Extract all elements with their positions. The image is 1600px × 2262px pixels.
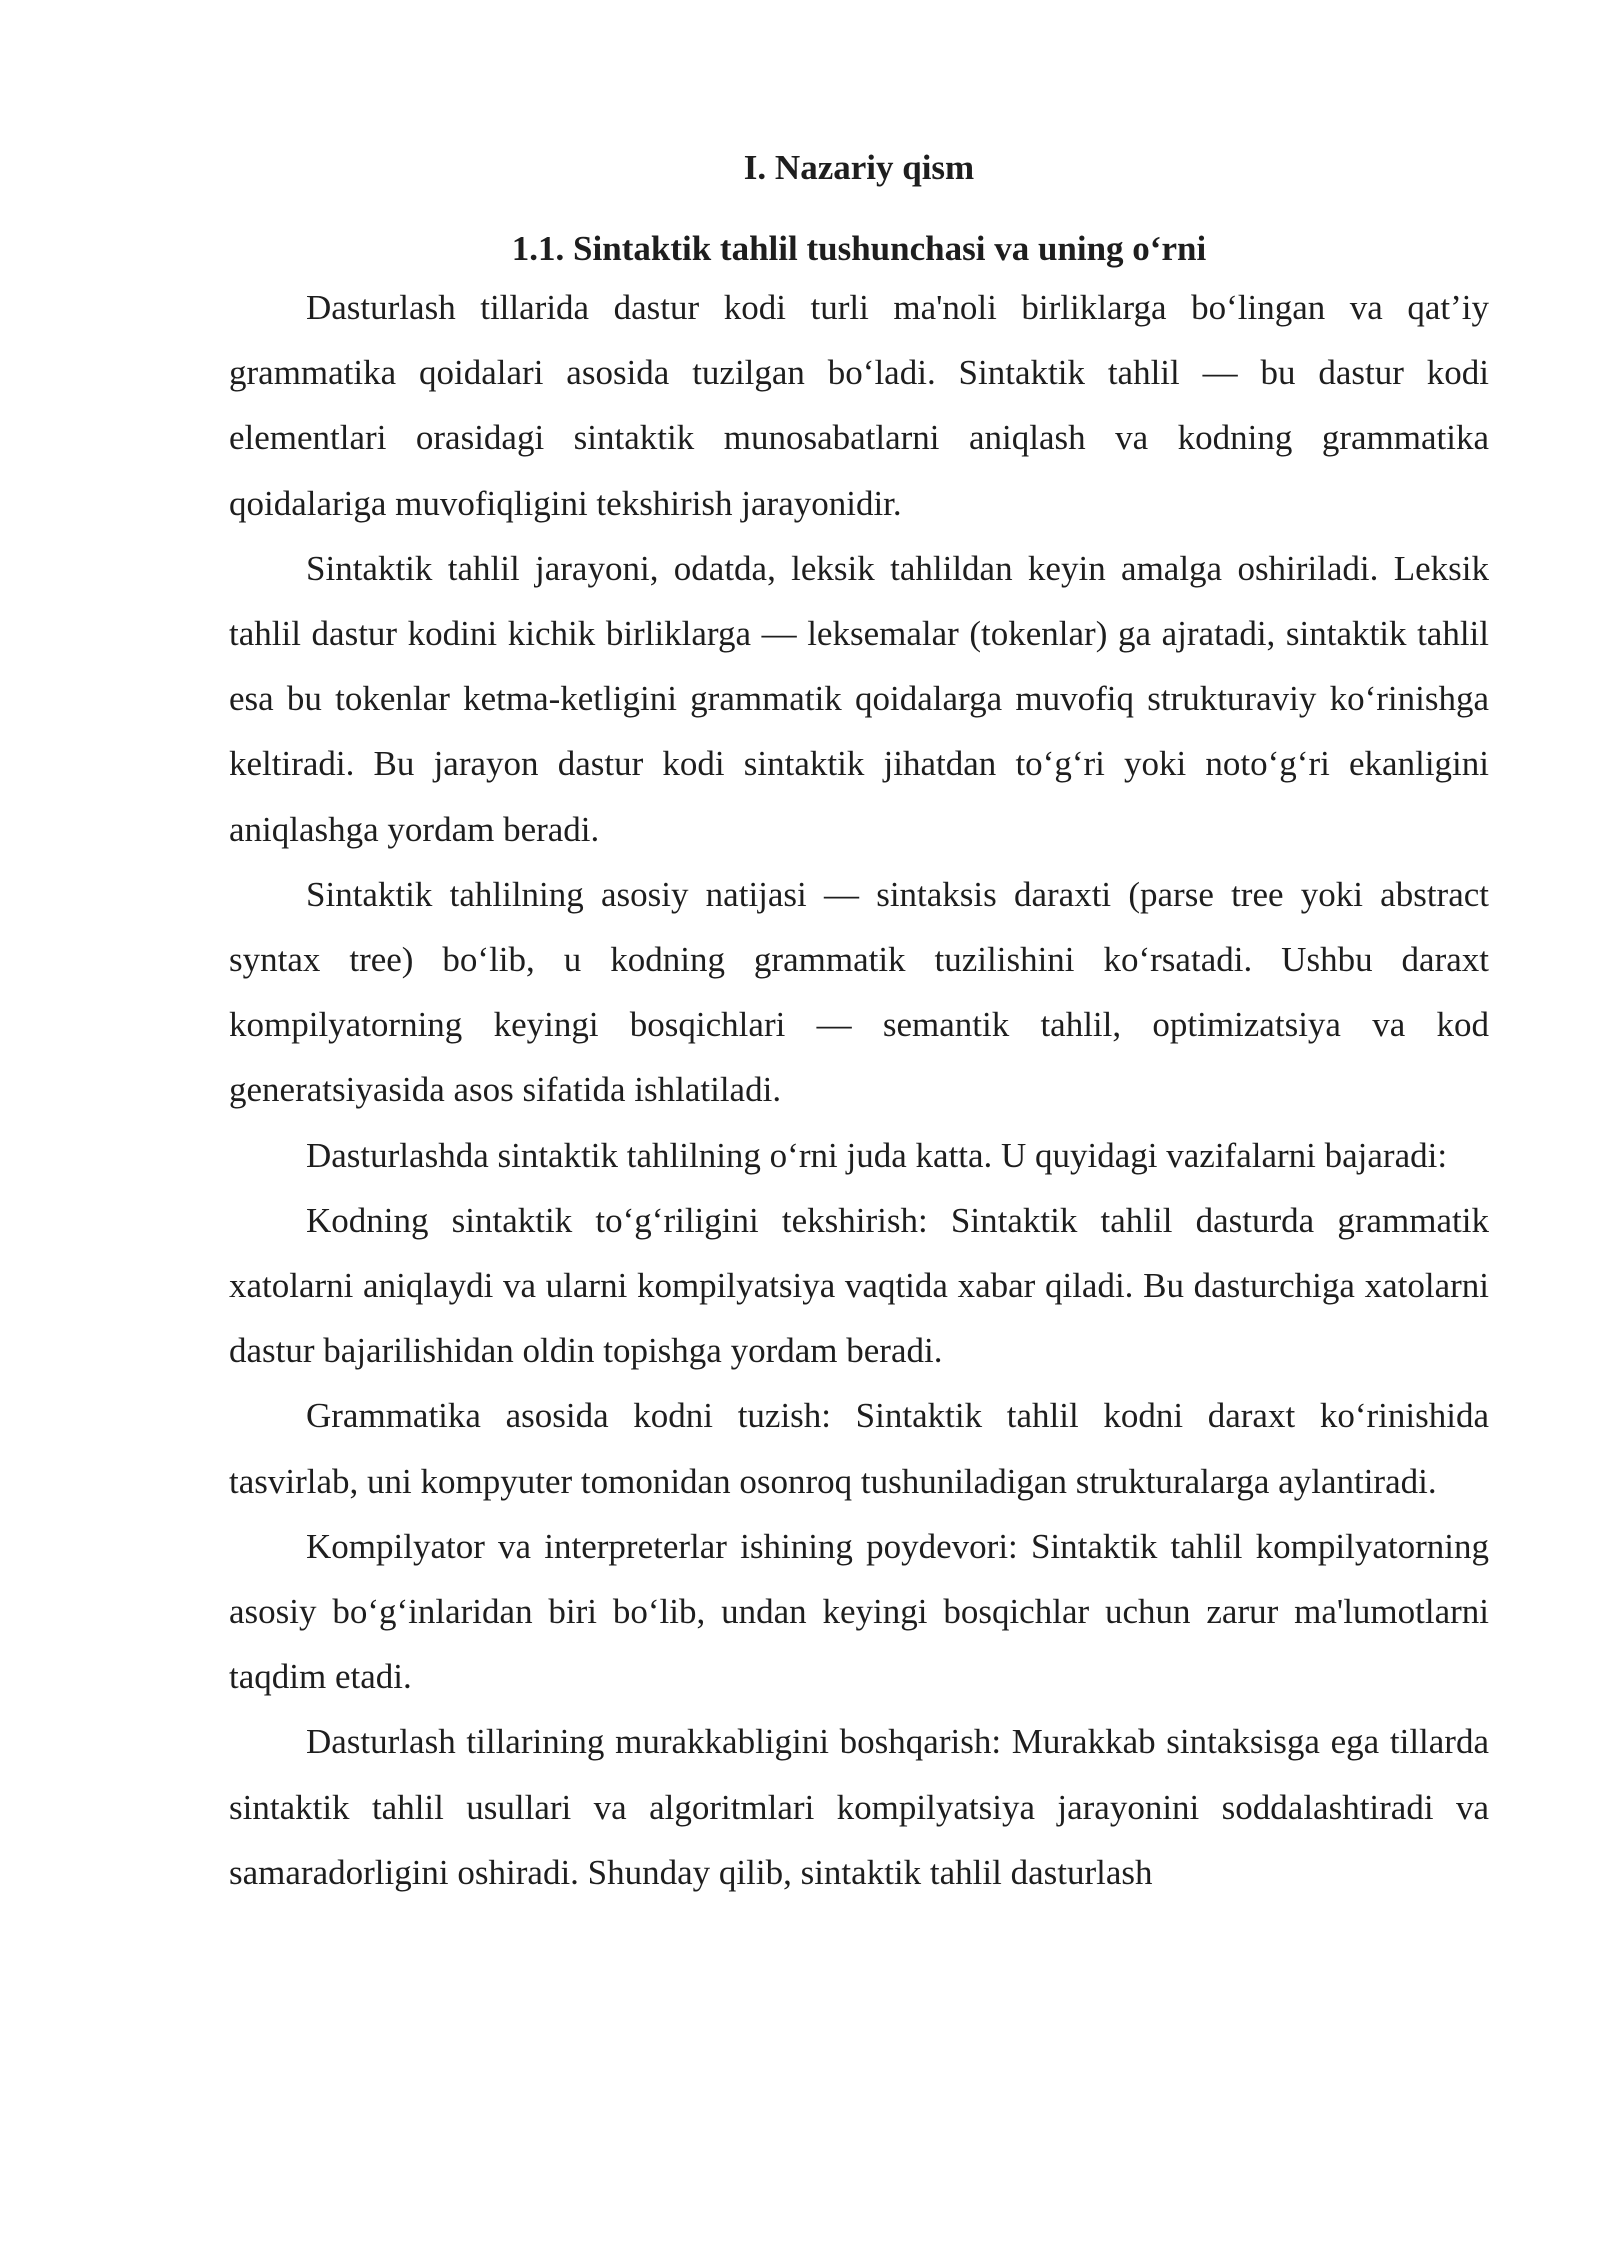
part-heading: I. Nazariy qism	[743, 148, 975, 187]
paragraph-grammar-structure: Grammatika asosida kodni tuzish: Sintaktik tahlil kodni daraxt ko‘rinishida tasvirlab, uni kompyuter tomonidan osonroq tushuniladigan strukturalarga aylantiradi.	[229, 1396, 1489, 1501]
document-page	[229, 148, 1489, 1905]
section-heading: 1.1. Sintaktik tahlil tushunchasi va uning o‘rni	[511, 229, 1207, 268]
paragraph-process: Sintaktik tahlil jarayoni, odatda, leksik tahlildan keyin amalga oshiriladi. Leksik tahlil dastur kodini kichik birliklarga — leksemalar (tokenlar) ga ajratadi, sintaktik tahlil esa bu tokenlar ketma-ketligini grammatik qoidalarga muvofiq strukturaviy ko‘rinishga keltiradi. Bu jarayon dastur kodi sintaktik jihatdan to‘g‘ri yoki noto‘g‘ri ekanligini aniqlashga yordam beradi.	[229, 548, 1489, 849]
paragraph-complexity: Dasturlash tillarining murakkabligini boshqarish: Murakkab sintaksisga ega tillarda sintaktik tahlil usullari va algoritmlari kompilyatsiya jarayonini soddalashtiradi va samaradorligini oshiradi. Shunday qilib, sintaktik tahlil dasturlash	[229, 1722, 1489, 1892]
paragraph-definition: Dasturlash tillarida dastur kodi turli ma'noli birliklarga bo‘lingan va qat’iy grammatika qoidalari asosida tuzilgan bo‘ladi. Sintaktik tahlil — bu dastur kodi elementlari orasidagi sintaktik munosabatlarni aniqlash va kodning grammatika qoidalariga muvofiqligini tekshirish jarayonidir.	[229, 288, 1489, 523]
paragraph-result: Sintaktik tahlilning asosiy natijasi — sintaksis daraxti (parse tree yoki abstract syntax tree) bo‘lib, u kodning grammatik tuzilishini ko‘rsatadi. Ushbu daraxt kompilyatorning keyingi bosqichlari — semantik tahlil, optimizatsiya va kod generatsiyasida asos sifatida ishlatiladi.	[229, 874, 1489, 1110]
paragraph-role: Dasturlashda sintaktik tahlilning o‘rni juda katta. U quyidagi vazifalarni bajaradi:	[306, 1135, 1448, 1175]
paragraph-compiler-foundation: Kompilyator va interpreterlar ishining poydevori: Sintaktik tahlil kompilyatorning asosiy bo‘g‘inlaridan biri bo‘lib, undan keyingi bosqichlar uchun zarur ma'lumotlarni taqdim etadi.	[229, 1526, 1489, 1697]
paragraph-syntax-check: Kodning sintaktik to‘g‘riligini tekshirish: Sintaktik tahlil dasturda grammatik xatolarni aniqlaydi va ularni kompilyatsiya vaqtida xabar qiladi. Bu dasturchiga xatolarni dastur bajarilishidan oldin topishga yordam beradi.	[229, 1200, 1489, 1371]
